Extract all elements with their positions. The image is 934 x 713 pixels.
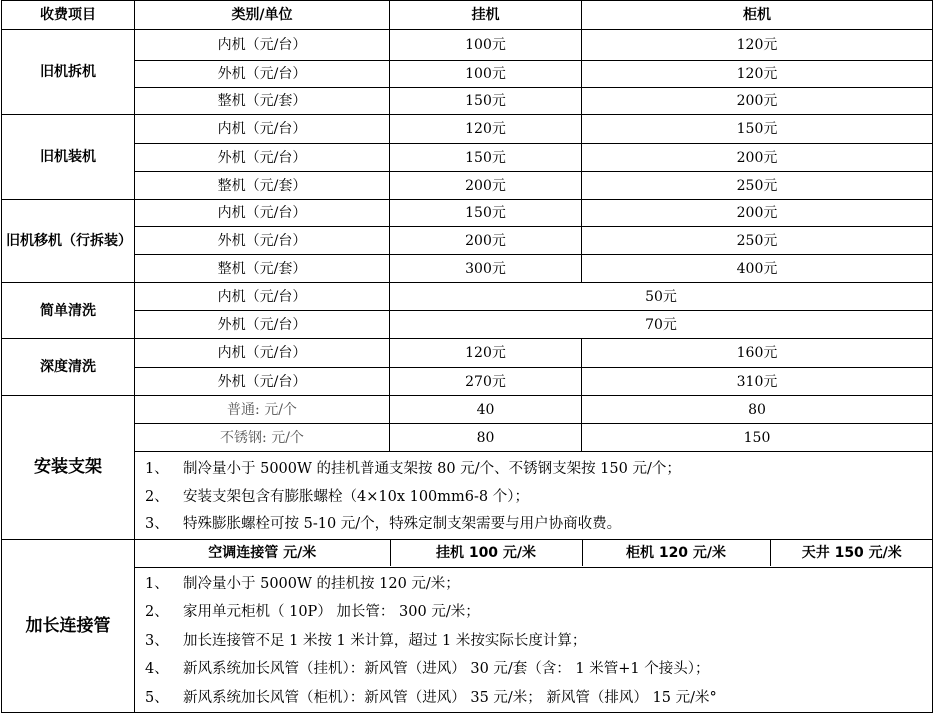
table-row [2,311,933,339]
notes-row [2,567,933,713]
wall-price-cell: 150元 [390,144,582,172]
note-line [145,627,932,656]
table-row [2,339,933,368]
note-text: 制冷量小于 5000W 的挂机普通支架按 80 元/个、不锈钢支架按 150 元/个； [183,461,681,477]
wall-price-cell: 80 [390,424,582,452]
note-number: 1、 [145,461,169,477]
unit-cell: 外机（元/台） [135,144,390,172]
wall-price-cell: 120元 [390,115,582,144]
wall-price-cell: 200元 [390,172,582,200]
pipe-price-table [135,540,933,566]
wall-price-cell: 150元 [390,200,582,227]
unit-cell: 内机（元/台） [135,283,390,311]
unit-cell: 外机（元/台） [135,227,390,255]
note-line [145,570,932,599]
price-cell: 70元 [390,311,933,339]
notes-row [2,452,933,540]
pipe-header [135,539,933,567]
section-name: 安装支架 [2,396,135,540]
table-row [2,255,933,283]
note-number: 2、 [145,488,169,505]
note-number: 4、 [145,661,169,677]
section-name: 旧机装机 [2,115,135,200]
unit-cell: 不锈钢: 元/个 [135,424,390,452]
pipe-price-row [135,540,933,566]
cabinet-price-cell: 250元 [582,172,933,200]
wall-price-cell: 100元 [390,61,582,88]
note-line [145,456,932,484]
unit-cell: 外机（元/台） [135,311,390,339]
table-row [2,172,933,200]
note-number: 3、 [145,516,169,532]
pipe-ceiling-price: 天井 150 元/米 [770,540,933,566]
section-name: 旧机拆机 [2,30,135,115]
pipe-notes [135,567,933,713]
header-category: 类别/单位 [135,1,390,30]
unit-cell: 内机（元/台） [135,115,390,144]
unit-cell: 整机（元/套） [135,255,390,283]
note-text: 新风系统加长风管（挂机）：新风管（进风） 30 元/套（含： 1 米管+1 个接头）； [183,661,710,677]
note-number: 1、 [145,575,169,592]
note-text: 制冷量小于 5000W 的挂机按 120 元/米； [183,575,460,592]
cabinet-price-cell: 400元 [582,255,933,283]
unit-cell: 整机（元/套） [135,172,390,200]
price-table [1,0,933,713]
unit-cell: 外机（元/台） [135,61,390,88]
wall-price-cell: 120元 [390,339,582,368]
wall-price-cell: 150元 [390,88,582,115]
unit-cell: 整机（元/套） [135,88,390,115]
note-line [145,598,932,627]
note-line [145,684,932,713]
cabinet-price-cell: 150 [582,424,933,452]
header-row [2,1,933,30]
cabinet-price-cell: 120元 [582,30,933,61]
unit-cell: 内机（元/台） [135,30,390,61]
unit-cell: 内机（元/台） [135,339,390,368]
bracket-notes [135,452,933,540]
note-number: 2、 [145,604,169,620]
table-row [2,30,933,61]
section-name: 简单清洗 [2,283,135,339]
pipe-cabinet-price: 柜机 120 元/米 [582,540,770,566]
note-text: 加长连接管不足 1 米按 1 米计算，超过 1 米按实际长度计算； [183,632,587,649]
section-name: 加长连接管 [2,539,135,713]
cabinet-price-cell: 310元 [582,368,933,396]
cabinet-price-cell: 200元 [582,88,933,115]
unit-cell: 外机（元/台） [135,368,390,396]
table-row [2,88,933,115]
cabinet-price-cell: 200元 [582,144,933,172]
header-item: 收费项目 [2,1,135,30]
table-row [2,396,933,424]
note-line [145,511,932,539]
wall-price-cell: 270元 [390,368,582,396]
cabinet-price-cell: 150元 [582,115,933,144]
unit-cell: 普通: 元/个 [135,396,390,424]
header-cabinet: 柜机 [582,1,933,30]
price-table-body [2,1,933,713]
table-row [2,283,933,311]
cabinet-price-cell: 160元 [582,339,933,368]
pipe-wall-price: 挂机 100 元/米 [390,540,582,566]
cabinet-price-cell: 120元 [582,61,933,88]
table-row [2,227,933,255]
cabinet-price-cell: 200元 [582,200,933,227]
note-line [145,655,932,684]
price-cell: 50元 [390,283,933,311]
note-text: 安装支架包含有膨胀螺栓（4×10x 100mm6-8 个）； [183,488,529,505]
note-number: 5、 [145,689,169,706]
pipe-header-row [2,539,933,567]
unit-cell: 内机（元/台） [135,200,390,227]
note-text: 特殊膨胀螺栓可按 5-10 元/个，特殊定制支架需要与用户协商收费。 [183,516,622,532]
table-row [2,368,933,396]
table-row [2,144,933,172]
note-line [145,484,932,512]
section-name: 旧机移机（行拆装） [2,200,135,283]
wall-price-cell: 200元 [390,227,582,255]
note-text: 新风系统加长风管（柜机）：新风管（进风） 35 元/米； 新风管（排风） 15 元/米° [183,689,717,706]
header-wall: 挂机 [390,1,582,30]
wall-price-cell: 100元 [390,30,582,61]
note-number: 3、 [145,632,169,649]
wall-price-cell: 40 [390,396,582,424]
wall-price-cell: 300元 [390,255,582,283]
section-name: 深度清洗 [2,339,135,396]
table-row [2,115,933,144]
table-row [2,424,933,452]
cabinet-price-cell: 250元 [582,227,933,255]
note-text: 家用单元柜机（ 10P） 加长管： 300 元/米； [183,604,480,620]
table-row [2,200,933,227]
table-row [2,61,933,88]
cabinet-price-cell: 80 [582,396,933,424]
pipe-label: 空调连接管 元/米 [208,545,317,561]
